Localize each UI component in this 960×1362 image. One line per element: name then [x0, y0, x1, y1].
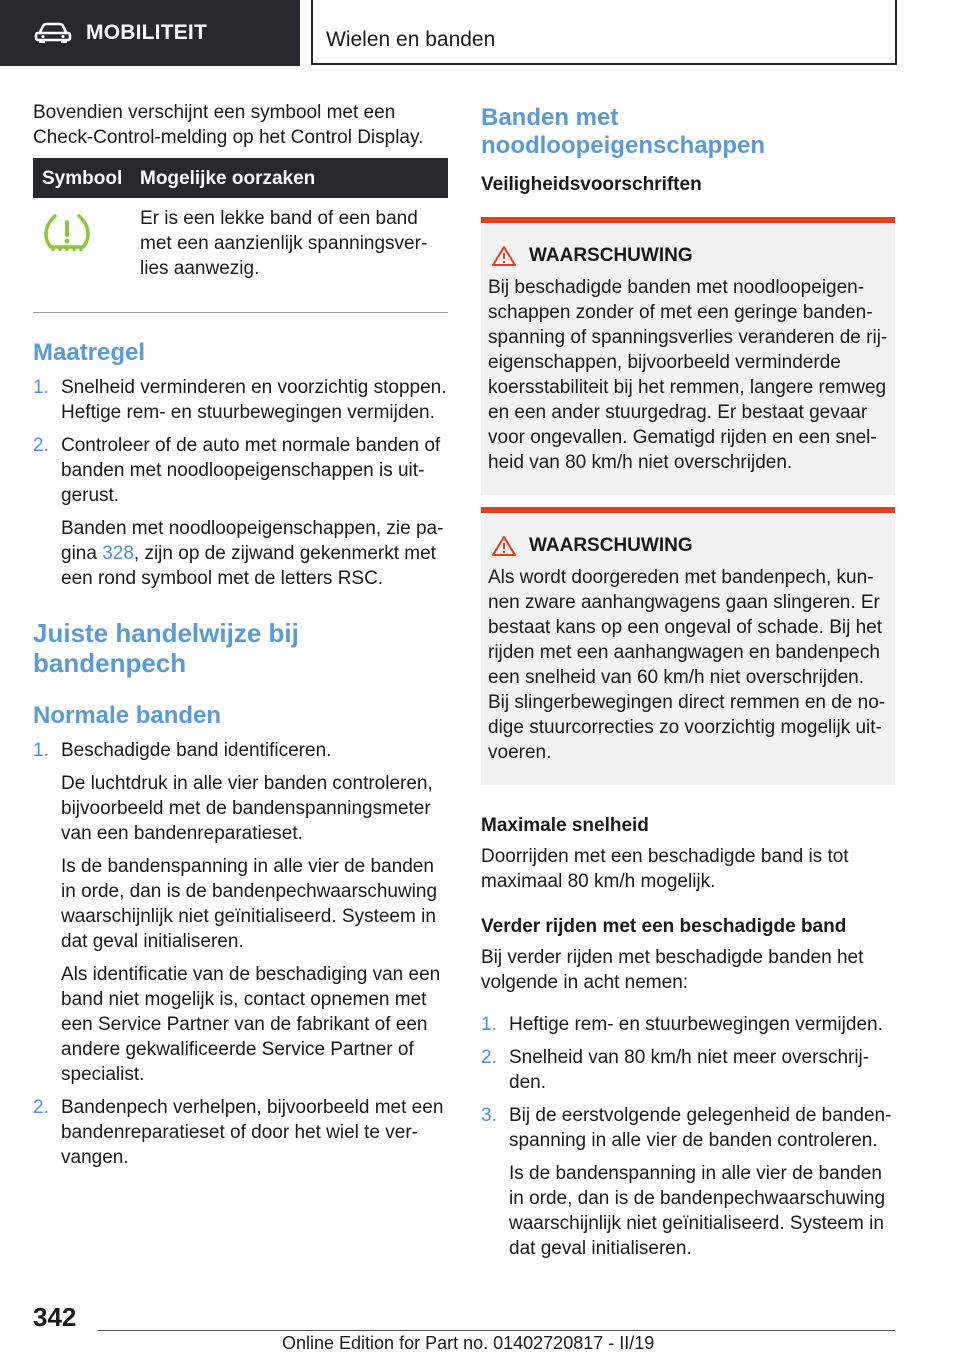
verder-list [481, 1012, 895, 1261]
list-item: 2. Snelheid van 80 km/h niet meer overschrijden. [481, 1047, 870, 1093]
list-item: 1. Beschadigde band identificeren. De luchtdruk in alle vier banden controleren, bijvoorbeeld met de bandenspanningsmeter van een bandenreparatieset. Is de bandenspanning in alle vier de banden in orde, dan is de bandenpechwaarschuwing waarschijnlijk niet geïnitialiseerd. Systeem in dat geval initialiseren. Als identificatie van de beschadiging van een band niet mogelijk is, contact opnemen met een Service Partner van de fabrikant of een andere gekwalificeerde Service Partner of specialist. [33, 740, 441, 1085]
car-icon [34, 22, 72, 44]
verder-heading: Verder rijden met een beschadigde band [481, 916, 847, 937]
juiste-heading: Juiste handelwijze bij bandenpech [33, 618, 299, 678]
tire-pressure-warning-icon [43, 212, 91, 252]
page-reference-text: Banden met noodloopeigenschappen, zie pagina 328, zijn op de zijwand gekenmerkt met een rond symbool met de letters RSC. [61, 518, 444, 589]
page-header [0, 0, 960, 66]
warning-box-2 [481, 507, 895, 785]
warning-triangle-icon [491, 535, 517, 557]
chapter-tab [311, 0, 897, 65]
warning-box-1 [481, 217, 895, 495]
edition-text: Online Edition for Part no. 01402720817 - II/19 [282, 1333, 655, 1353]
verder-text: Bij verder rijden met beschadigde banden het volgende in acht nemen: [481, 947, 864, 993]
section-tab [0, 0, 300, 66]
list-item: 1. Snelheid verminderen en voorzichtig stoppen. Heftige rem- en stuurbewegingen vermijden. [33, 377, 447, 423]
left-column [33, 100, 448, 1170]
footer-divider [98, 1330, 895, 1331]
maatregel-heading: Maatregel [33, 339, 146, 366]
intro-text: Bovendien verschijnt een symbool met een Check-Control-melding op het Control Display. [33, 102, 424, 148]
normale-heading: Normale banden [33, 702, 222, 729]
list-item: 2. Controleer of de auto met normale banden of banden met noodloopeigenschappen is uitgerust. Banden met noodloopeigenschappen, zie pagina 328, zijn op de zijwand gekenmerkt met een rond symbool met de letters RSC. [33, 433, 448, 591]
table-header-oorzaken: Mogelijke oorzaken [140, 167, 316, 189]
list-item: 1. Heftige rem- en stuurbewegingen vermijden. [481, 1014, 883, 1035]
veiligheid-heading: Veiligheidsvoorschriften [481, 174, 702, 195]
page-number: 342 [33, 1302, 77, 1332]
max-speed-heading: Maximale snelheid [481, 815, 649, 836]
chapter-title: Wielen en banden [326, 28, 496, 51]
list-item: 3. Bij de eerstvolgende gelegenheid de bandenspanning in alle vier de banden controleren. Is de bandenspanning in alle vier de banden in orde, dan is de bandenpechwaarschuwing waarschijnlijk niet geïnitialiseerd. Systeem in dat geval initialiseren. [481, 1105, 892, 1259]
warning-title: WAARSCHUWING [529, 245, 693, 266]
list-item: 2. Bandenpech verhelpen, bijvoorbeeld met een bandenreparatieset of door het wiel te vervangen. [33, 1097, 444, 1168]
right-column [481, 100, 895, 1261]
table-header-symbool: Symbool [42, 167, 123, 189]
section-title: MOBILITEIT [86, 21, 207, 44]
maatregel-list [33, 375, 448, 591]
table-cell-text: Er is een lekke band of een band met een aanzienlijk spanningsverlies aanwezig. [140, 208, 428, 279]
warning-text: Bij beschadigde banden met noodloopeigenschappen zonder of met een geringe bandenspanning of spanningsverlies veranderen de rijeigenschappen, bijvoorbeeld verminderde koersstabiliteit bij het remmen, langere remweg en een ander stuurgedrag. Er bestaat gevaar voor ongevallen. Gematigd rijden en een snelheid van 80 km/h niet overschrijden. [488, 277, 888, 473]
warning-triangle-icon [491, 245, 517, 267]
warning-title: WAARSCHUWING [529, 535, 693, 556]
normale-list [33, 738, 448, 1170]
symbol-table [33, 158, 448, 313]
warning-text: Als wordt doorgereden met bandenpech, kunnen zware aanhangwagens gaan slingeren. Er bestaat kans op een ongeval of schade. Bij het rijden met een aanhangwagen en bandenpech een snelheid van 60 km/h niet overschrijden. Bij slingerbewegingen direct remmen en de nodige stuurcorrecties zo voorzichtig mogelijk uitvoeren. [488, 567, 886, 763]
max-speed-text: Doorrijden met een beschadigde band is tot maximaal 80 km/h mogelijk. [481, 846, 849, 892]
page-link[interactable]: 328 [102, 543, 134, 564]
rsc-heading: Banden met noodloopeigenschappen [481, 104, 766, 159]
